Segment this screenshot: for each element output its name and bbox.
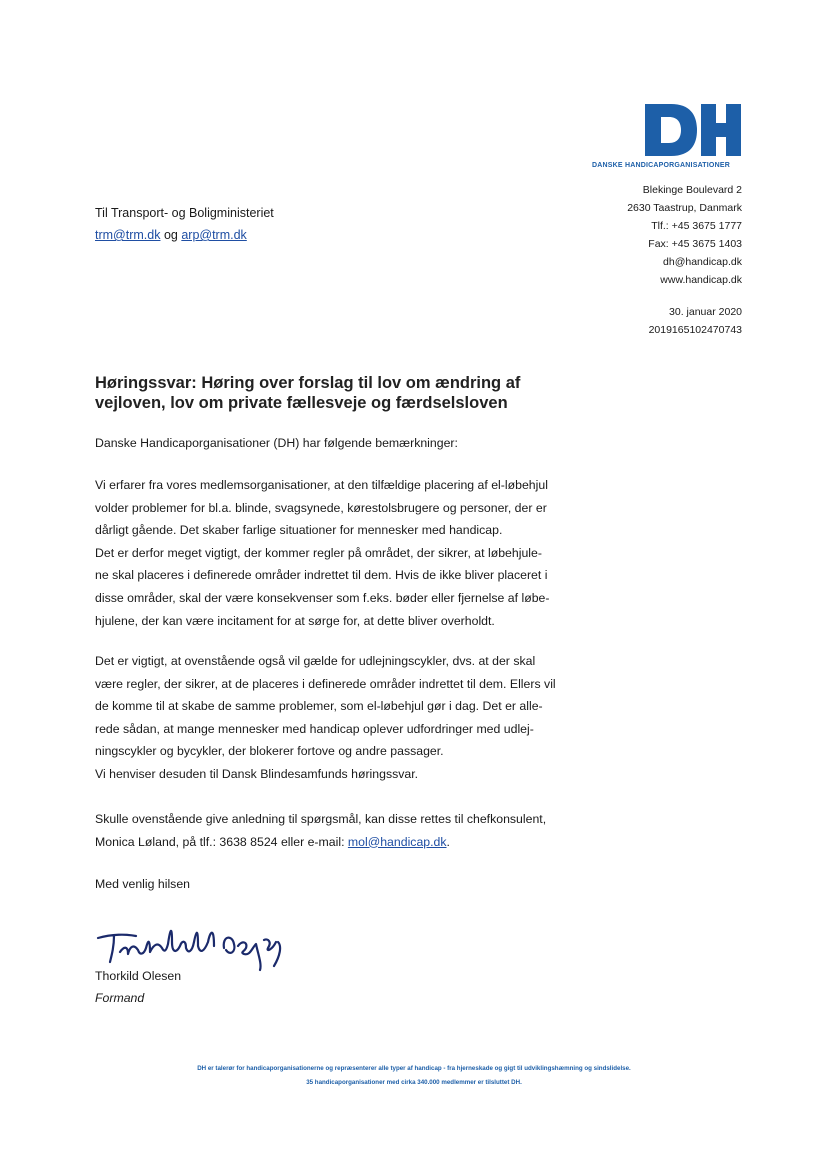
paragraph-line: Vi henviser desuden til Dansk Blindesamfunds høringssvar.	[95, 766, 419, 781]
reference-number: 2019165102470743	[648, 324, 742, 336]
dh-logo-mark	[645, 104, 741, 156]
recipient-email-link-2[interactable]: arp@trm.dk	[181, 228, 247, 242]
sender-city: 2630 Taastrup, Danmark	[627, 202, 742, 214]
closing-greeting: Med venlig hilsen	[95, 877, 191, 891]
contact-text: Monica Løland, på tlf.: 3638 8524 eller e-mail:	[95, 834, 348, 849]
contact-email-link[interactable]: mol@handicap.dk	[347, 834, 447, 849]
recipient-conjunction: og	[160, 228, 182, 242]
sender-email: dh@handicap.dk	[663, 256, 742, 268]
sender-address-block	[627, 181, 742, 289]
paragraph-line: de komme til at skabe de samme problemer, som el-løbehjul gør i dag. Det er alle-	[95, 699, 543, 714]
footer-line-1: DH er talerør for handicaporganisationerne og repræsenterer alle typer af handicap - fra hjerneskade og gigt til udviklingshæmning og sindslidelse.	[197, 1065, 631, 1072]
sender-street: Blekinge Boulevard 2	[642, 184, 742, 196]
paragraph-line	[95, 831, 585, 854]
contact-suffix: .	[446, 834, 450, 849]
paragraph-line: volder problemer for bl.a. blinde, svagsynede, kørestolsbrugere og personer, der er	[95, 500, 547, 515]
paragraph-line: disse områder, skal der være konsekvenser som f.eks. bøder eller fjernelse af løbe-	[95, 590, 550, 605]
paragraph-line: Det er derfor meget vigtigt, der kommer regler på området, der sikrer, at løbehjule-	[95, 545, 542, 560]
recipient-block	[95, 202, 274, 246]
paragraph-line: Vi erfarer fra vores medlemsorganisationer, at den tilfældige placering af el-løbehjul	[95, 478, 548, 492]
signer-title: Formand	[95, 991, 145, 1005]
recipient-email-link-1[interactable]: trm@trm.dk	[95, 228, 161, 242]
dh-logo	[555, 104, 767, 176]
footer-line-2: 35 handicaporganisationer med cirka 340.000 medlemmer er tilsluttet DH.	[306, 1079, 522, 1086]
paragraph-line: ningscykler og bycykler, der blokerer fortove og andre passager.	[95, 744, 444, 759]
signer-block	[95, 965, 181, 1009]
recipient-name: Til Transport- og Boligministeriet	[95, 206, 274, 220]
paragraph-line: Skulle ovenstående give anledning til spørgsmål, kan disse rettes til chefkonsulent,	[95, 812, 547, 826]
sender-web: www.handicap.dk	[660, 274, 742, 286]
signer-name: Thorkild Olesen	[95, 969, 182, 983]
intro-paragraph: Danske Handicaporganisationer (DH) har følgende bemærkninger:	[95, 436, 458, 450]
paragraph-1	[95, 474, 585, 632]
paragraph-line: ne skal placeres i definerede områder indrettet til dem. Hvis de ikke bliver placeret i	[95, 568, 548, 583]
paragraph-line: dårligt gående. Det skaber farlige situationer for mennesker med handicap.	[95, 523, 503, 538]
handwritten-signature	[92, 912, 292, 972]
paragraph-2	[95, 650, 585, 786]
sender-fax: Fax: +45 3675 1403	[648, 238, 742, 250]
letter-subject: Høringssvar: Høring over forslag til lov om ændring af vejloven, lov om private fællesveje og færdselsloven	[95, 374, 521, 412]
paragraph-line: rede sådan, at mange mennesker med handicap oplever udfordringer med udlej-	[95, 721, 534, 736]
paragraph-line: Det er vigtigt, at ovenstående også vil gælde for udlejningscykler, dvs. at der skal	[95, 654, 536, 668]
sender-phone: Tlf.: +45 3675 1777	[651, 220, 742, 232]
paragraph-line: hjulene, der kan være incitament for at sørge for, at dette bliver overholdt.	[95, 613, 495, 628]
date-block	[649, 303, 742, 339]
logo-tagline: DANSKE HANDICAPORGANISATIONER	[592, 162, 730, 169]
paragraph-3	[95, 808, 585, 853]
recipient-emails	[95, 224, 274, 246]
page-footer	[60, 1062, 768, 1090]
letter-date: 30. januar 2020	[669, 306, 742, 318]
paragraph-line: være regler, der sikrer, at de placeres i definerede områder indrettet til dem. Ellers vil	[95, 676, 556, 691]
